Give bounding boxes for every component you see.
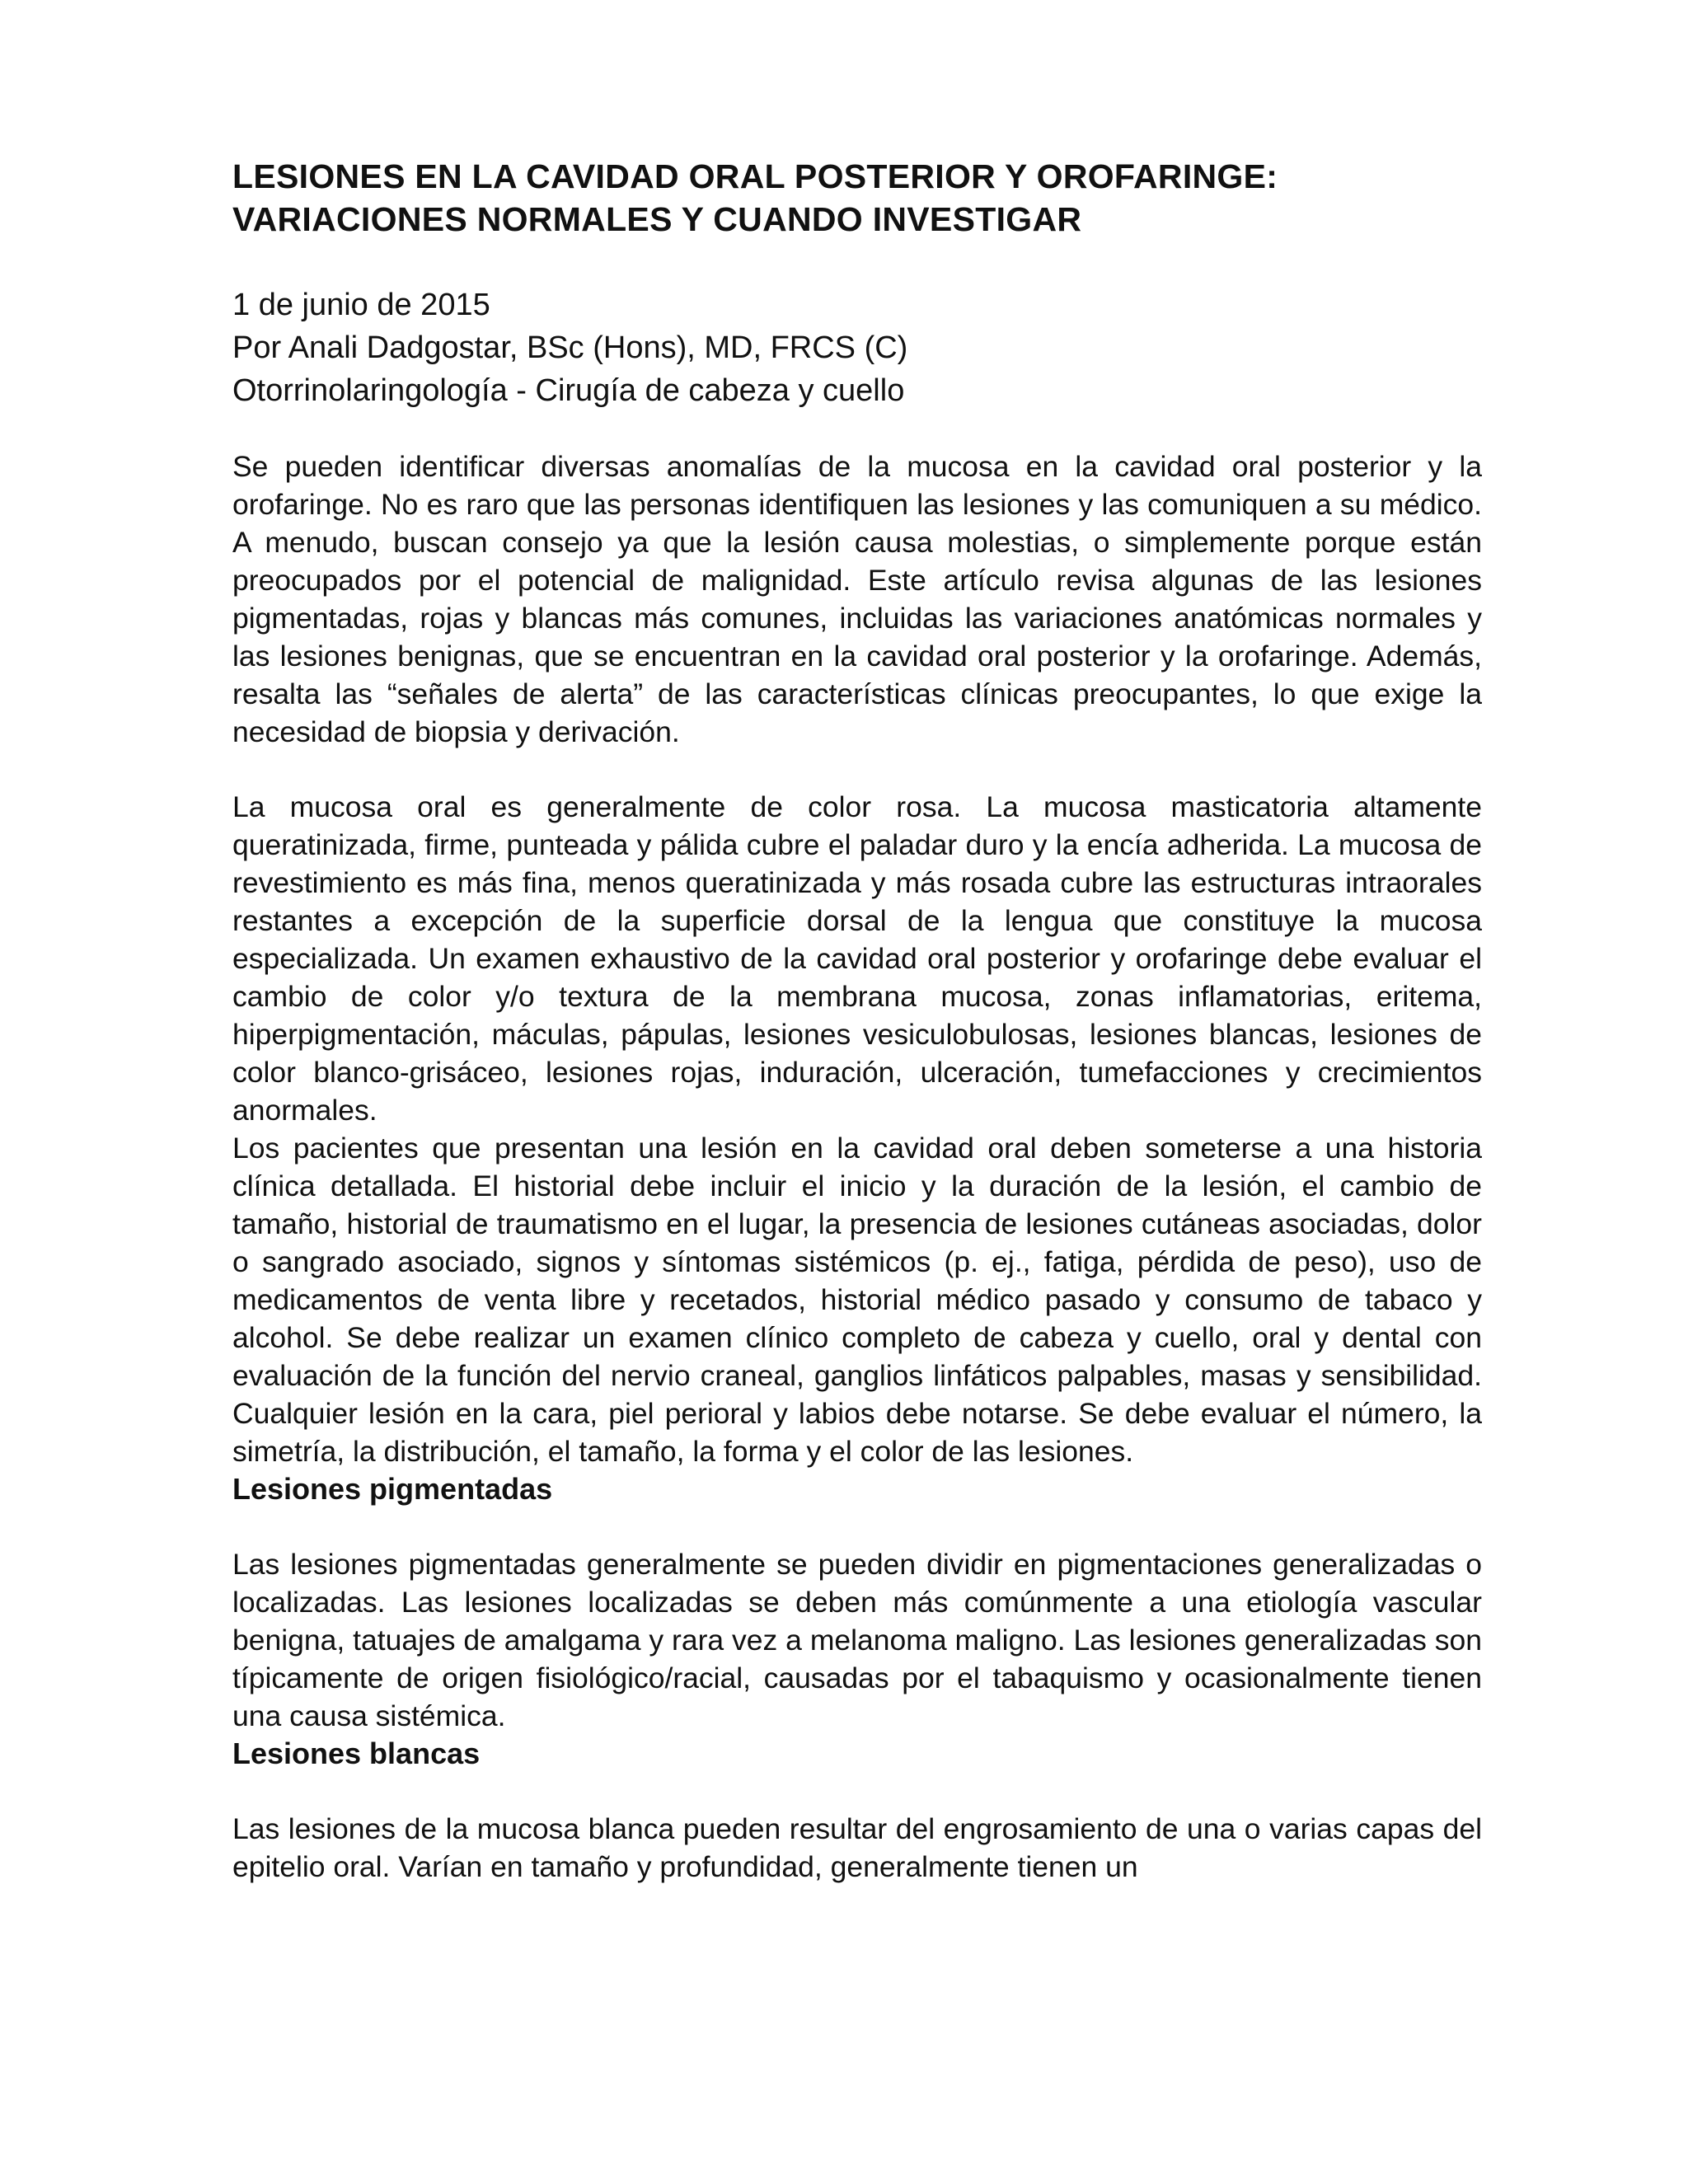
white-paragraph: Las lesiones de la mucosa blanca pueden resultar del engrosamiento de una o varias capas del epitelio oral. Varían en tamaño y profundidad, generalmente tienen un [232,1812,1482,1883]
author-line: Por Anali Dadgostar, BSc (Hons), MD, FRCS (C) [232,330,908,365]
publication-date: 1 de junio de 2015 [232,288,490,322]
document-page [232,155,1482,1886]
document-meta [232,284,1482,412]
mucosa-paragraph: La mucosa oral es generalmente de color rosa. La mucosa masticatoria altamente queratinizada, firme, punteada y pálida cubre el paladar duro y la encía adherida. La mucosa de revestimiento es más fina, menos queratinizada y más rosada cubre las estructuras intraorales restantes a excepción de la superficie dorsal de la lengua que constituye la mucosa especializada. Un examen exhaustivo de la cavidad oral posterior y orofaringe debe evaluar el cambio de color y/o textura de la membrana mucosa, zonas inflamatorias, eritema, hiperpigmentación, máculas, pápulas, lesiones vesiculobulosas, lesiones blancas, lesiones de color blanco-grisáceo, lesiones rojas, induración, ulceración, tumefacciones y crecimientos anormales. [232,790,1482,1127]
document-title [232,155,1482,241]
intro-paragraph: Se pueden identificar diversas anomalías de la mucosa en la cavidad oral posterior y la orofaringe. No es raro que las personas identifiquen las lesiones y las comuniquen a su médico. A menudo, buscan consejo ya que la lesión causa molestias, o simplemente porque están preocupados por el potencial de malignidad. Este artículo revisa algunas de las lesiones pigmentadas, rojas y blancas más comunes, incluidas las variaciones anatómicas normales y las lesiones benignas, que se encuentran en la cavidad oral posterior y la orofaringe. Además, resalta las “señales de alerta” de las características clínicas preocupantes, lo que exige la necesidad de biopsia y derivación. [232,450,1482,748]
section-heading-pigmented: Lesiones pigmentadas [232,1472,553,1506]
department-line: Otorrinolaringología - Cirugía de cabeza y cuello [232,373,905,408]
section-heading-white: Lesiones blancas [232,1736,481,1770]
title-line-1: LESIONES EN LA CAVIDAD ORAL POSTERIOR Y OROFARINGE: [232,157,1278,195]
patient-history-paragraph: Los pacientes que presentan una lesión en la cavidad oral deben someterse a una historia clínica detallada. El historial debe incluir el inicio y la duración de la lesión, el cambio de tamaño, historial de traumatismo en el lugar, la presencia de lesiones cutáneas asociadas, dolor o sangrado asociado, signos y síntomas sistémicos (p. ej., fatiga, pérdida de peso), uso de medicamentos de venta libre y recetados, historial médico pasado y consumo de tabaco y alcohol. Se debe realizar un examen clínico completo de cabeza y cuello, oral y dental con evaluación de la función del nervio craneal, ganglios linfáticos palpables, masas y sensibilidad. Cualquier lesión en la cara, piel perioral y labios debe notarse. Se debe evaluar el número, la simetría, la distribución, el tamaño, la forma y el color de las lesiones. [232,1132,1482,1468]
pigmented-paragraph: Las lesiones pigmentadas generalmente se pueden dividir en pigmentaciones generalizadas o localizadas. Las lesiones localizadas se deben más comúnmente a una etiología vascular benigna, tatuajes de amalgama y rara vez a melanoma maligno. Las lesiones generalizadas son típicamente de origen fisiológico/racial, causadas por el tabaquismo y ocasionalmente tienen una causa sistémica. [232,1548,1482,1732]
title-line-2: VARIACIONES NORMALES Y CUANDO INVESTIGAR [232,200,1082,238]
